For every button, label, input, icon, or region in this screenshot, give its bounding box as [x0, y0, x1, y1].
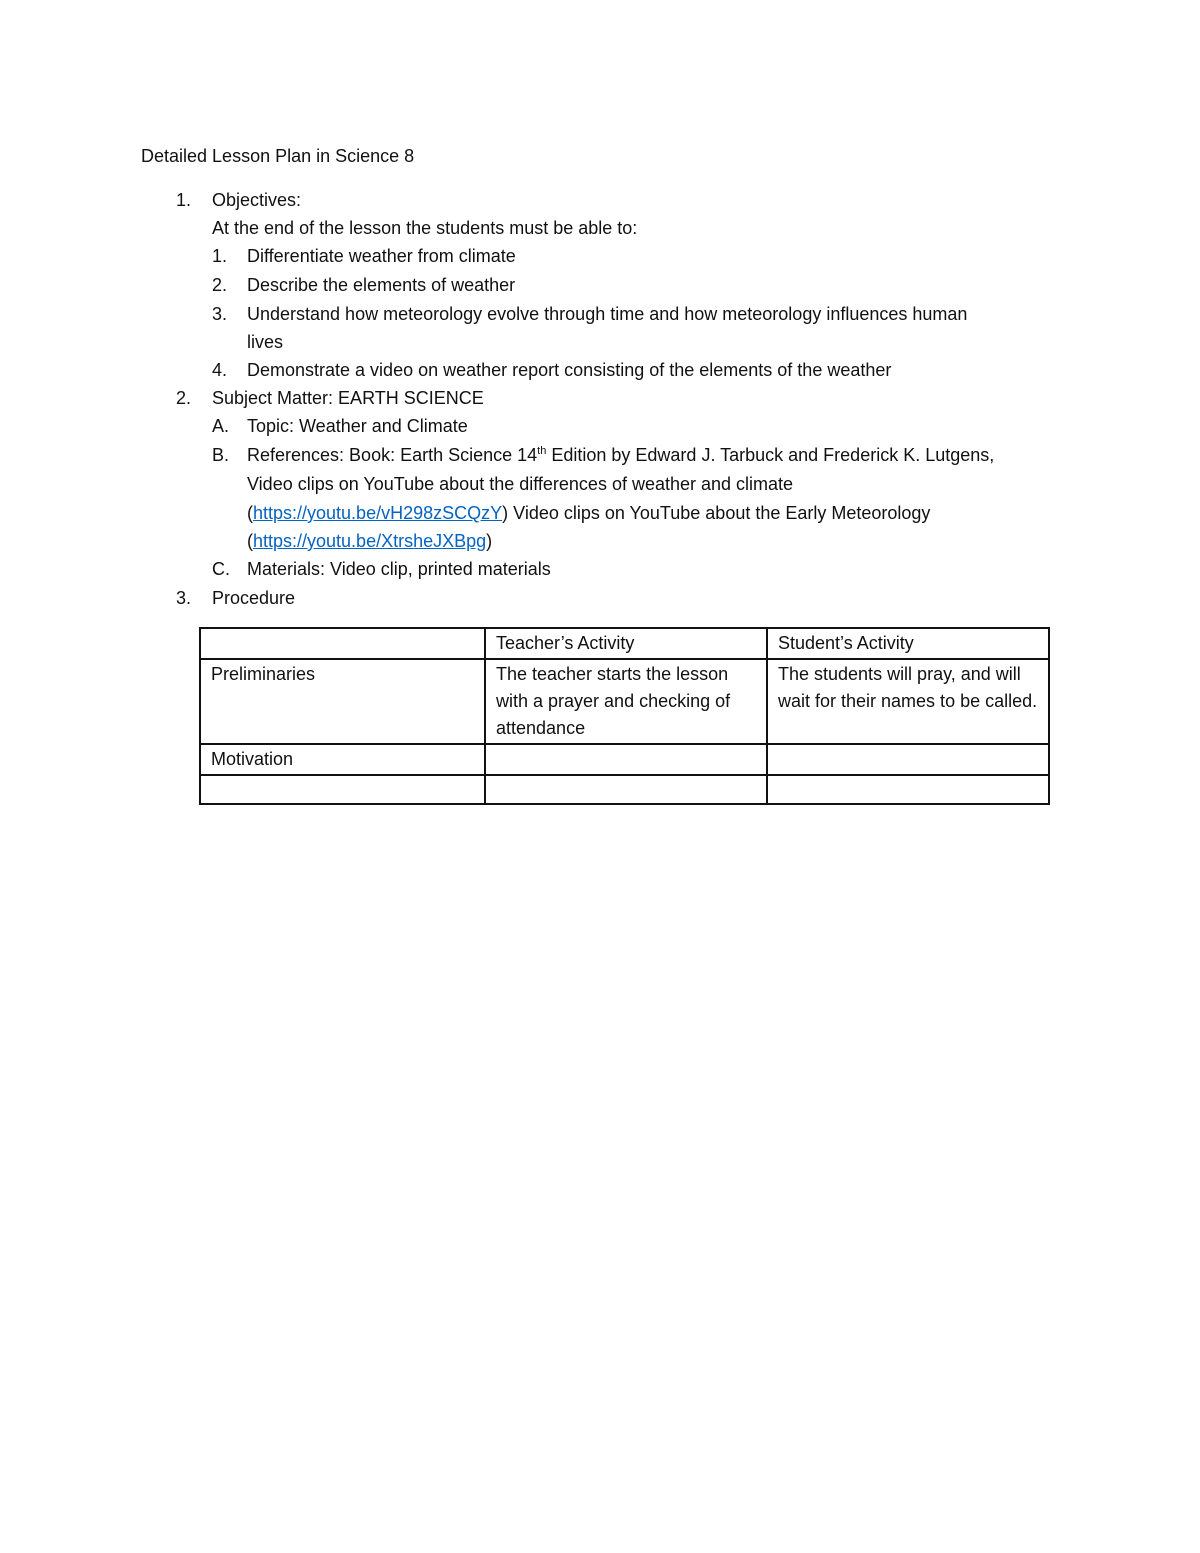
paren-open: (	[247, 531, 253, 551]
paren-open: (	[247, 503, 253, 523]
references-book-text: References: Book: Earth Science 14	[247, 445, 538, 465]
edition-superscript: th	[537, 445, 547, 457]
objective-item: Understand how meteorology evolve through time and how meteorology influences human	[247, 304, 968, 324]
subsection-letter: A.	[212, 416, 230, 436]
objective-item-continued: lives	[247, 332, 284, 352]
references-line-4	[247, 529, 492, 553]
references-video-text: ) Video clips on YouTube about the Early Meteorology	[502, 503, 931, 523]
table-header-row	[200, 628, 1049, 659]
subsection-letter: C.	[212, 559, 230, 579]
table-cell	[485, 744, 767, 775]
references-line-2: Video clips on YouTube about the differences of weather and climate	[247, 474, 794, 494]
table-cell: The teacher starts the lesson with a prayer and checking of attendance	[485, 659, 767, 744]
objective-item: Demonstrate a video on weather report consisting of the elements of the weather	[247, 360, 892, 380]
table-cell: Preliminaries	[200, 659, 485, 744]
objective-item: Describe the elements of weather	[247, 275, 516, 295]
paren-close: )	[486, 531, 493, 551]
section-number: 2.	[176, 388, 192, 408]
subsection-letter: B.	[212, 445, 230, 465]
table-cell	[767, 744, 1049, 775]
references-book-authors: Edition by Edward J. Tarbuck and Frederick K. Lutgens,	[546, 445, 995, 465]
procedure-table	[199, 627, 1050, 805]
youtube-link-early-meteorology[interactable]: https://youtu.be/XtrsheJXBpg	[253, 531, 487, 551]
objective-number: 3.	[212, 304, 228, 324]
table-row	[200, 744, 1049, 775]
table-cell	[767, 775, 1049, 804]
table-cell: Motivation	[200, 744, 485, 775]
references-line-1	[247, 443, 994, 467]
objective-number: 2.	[212, 275, 228, 295]
objective-number: 1.	[212, 246, 228, 266]
topic-line: Topic: Weather and Climate	[247, 416, 468, 436]
table-row	[200, 659, 1049, 744]
references-line-3	[247, 501, 930, 525]
section-heading-objectives: Objectives:	[212, 190, 302, 210]
table-header-cell: Student’s Activity	[767, 628, 1049, 659]
table-header-cell: Teacher’s Activity	[485, 628, 767, 659]
table-cell	[485, 775, 767, 804]
section-heading-subject-matter: Subject Matter: EARTH SCIENCE	[212, 388, 484, 408]
section-number: 3.	[176, 588, 192, 608]
table-cell	[200, 775, 485, 804]
materials-line: Materials: Video clip, printed materials	[247, 559, 551, 579]
table-cell: The students will pray, and will wait for their names to be called.	[767, 659, 1049, 744]
objective-number: 4.	[212, 360, 228, 380]
youtube-link-weather-climate[interactable]: https://youtu.be/vH298zSCQzY	[253, 503, 503, 523]
section-number: 1.	[176, 190, 192, 210]
section-heading-procedure: Procedure	[212, 588, 296, 608]
objectives-intro: At the end of the lesson the students must be able to:	[212, 218, 638, 238]
document-title: Detailed Lesson Plan in Science 8	[141, 146, 415, 166]
table-header-cell	[200, 628, 485, 659]
objective-item: Differentiate weather from climate	[247, 246, 516, 266]
table-row	[200, 775, 1049, 804]
